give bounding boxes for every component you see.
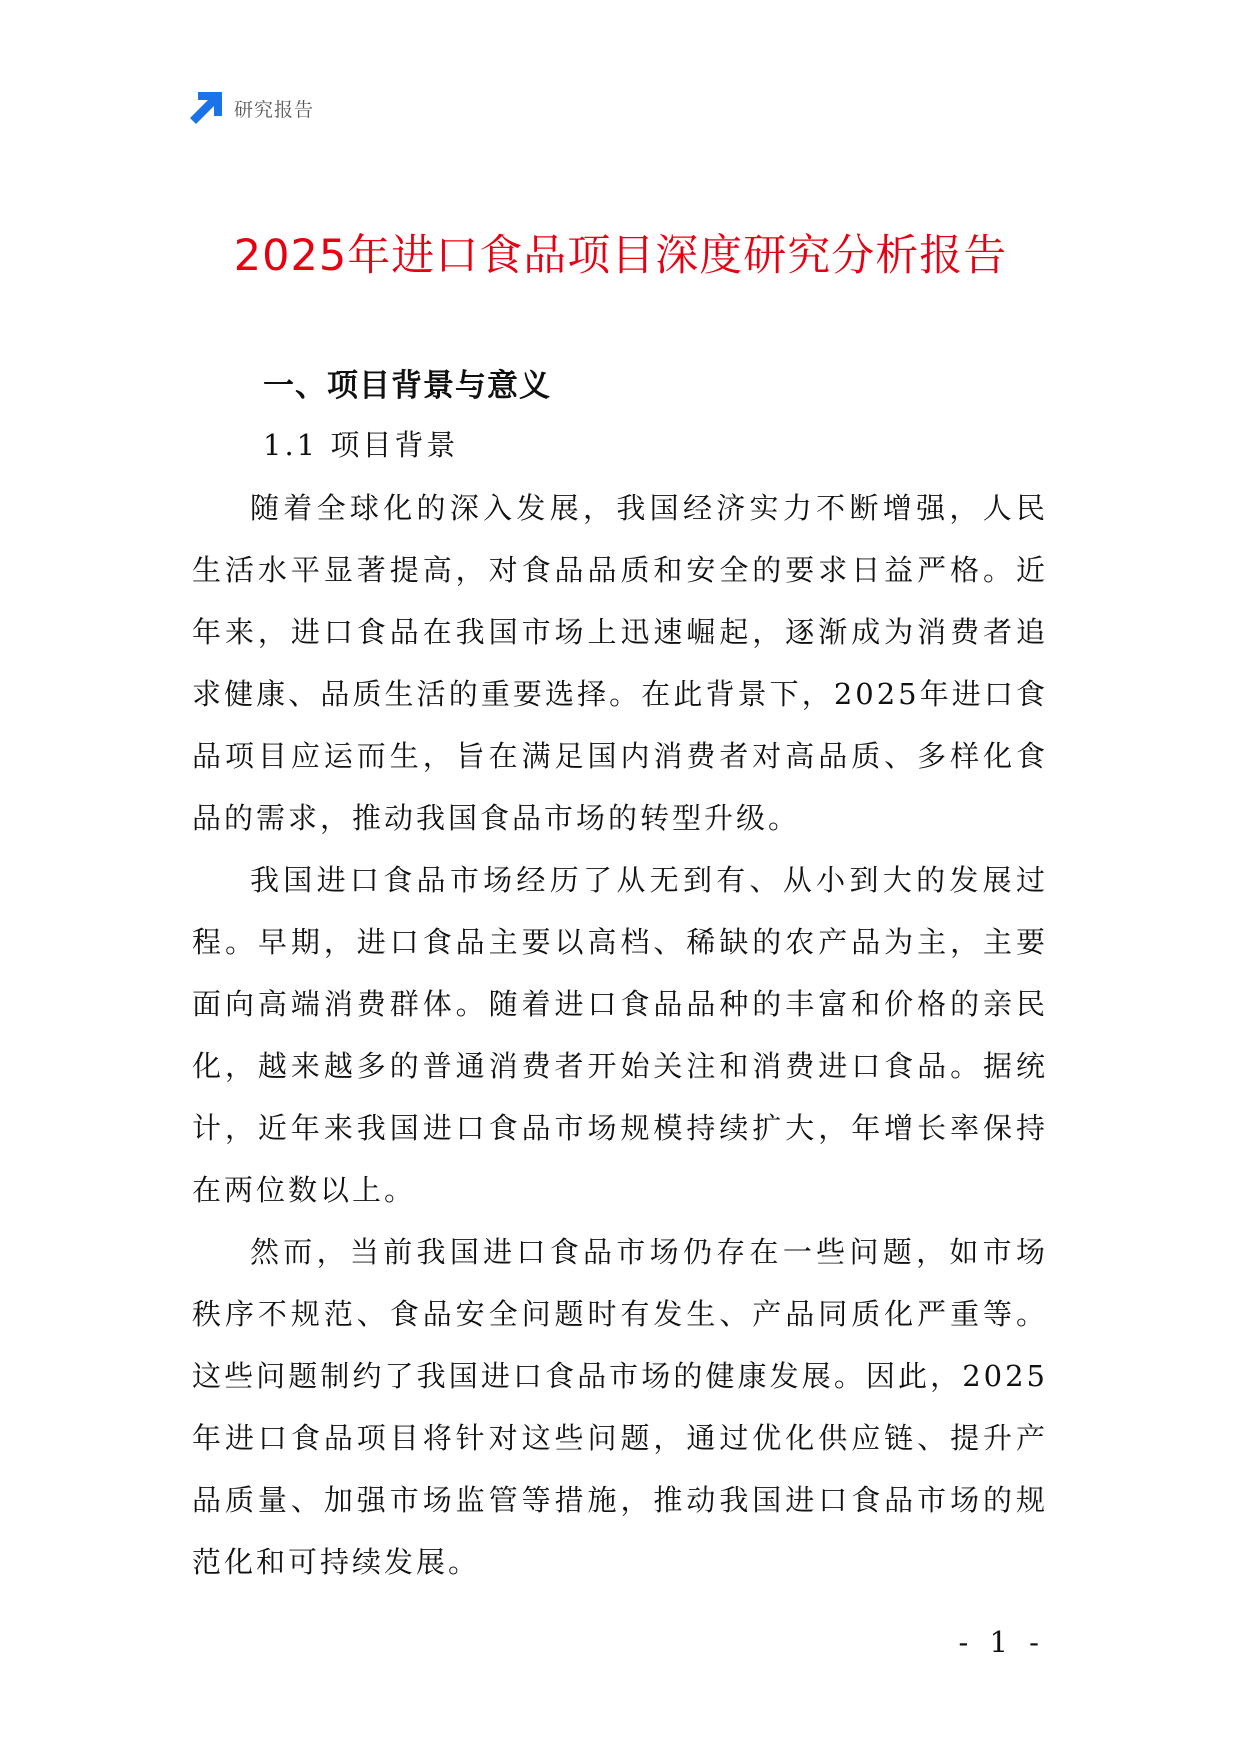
header-label: 研究报告	[234, 98, 315, 121]
document-title: 2025年进口食品项目深度研究分析报告	[233, 231, 1008, 281]
page-header	[190, 90, 314, 126]
paragraph-1: 随着全球化的深入发展，我国经济实力不断增强，人民生活水平显著提高，对食品品质和安全的要求日益严格。近年来，进口食品在我国市场上迅速崛起，逐渐成为消费者追求健康、品质生活的重要选择。在此背景下，2025年进口食品项目应运而生，旨在满足国内消费者对高品质、多样化食品的需求，推动我国食品市场的转型升级。	[192, 491, 1048, 835]
paragraph-3: 然而，当前我国进口食品市场仍存在一些问题，如市场秩序不规范、食品安全问题时有发生、产品同质化严重等。这些问题制约了我国进口食品市场的健康发展。因此，2025年进口食品项目将针对这些问题，通过优化供应链、提升产品质量、加强市场监管等措施，推动我国进口食品市场的规范化和可持续发展。	[192, 1235, 1048, 1579]
section-heading: 一、项目背景与意义	[263, 368, 551, 404]
arrow-up-right-icon	[190, 92, 222, 124]
subsection-heading: 1.1 项目背景	[263, 428, 459, 462]
paragraph-2: 我国进口食品市场经历了从无到有、从小到大的发展过程。早期，进口食品主要以高档、稀缺的农产品为主，主要面向高端消费群体。随着进口食品品种的丰富和价格的亲民化，越来越多的普通消费者开始关注和消费进口食品。据统计，近年来我国进口食品市场规模持续扩大，年增长率保持在两位数以上。	[192, 863, 1048, 1207]
body-text	[192, 477, 1048, 1593]
page-number: - 1 -	[958, 1625, 1045, 1659]
